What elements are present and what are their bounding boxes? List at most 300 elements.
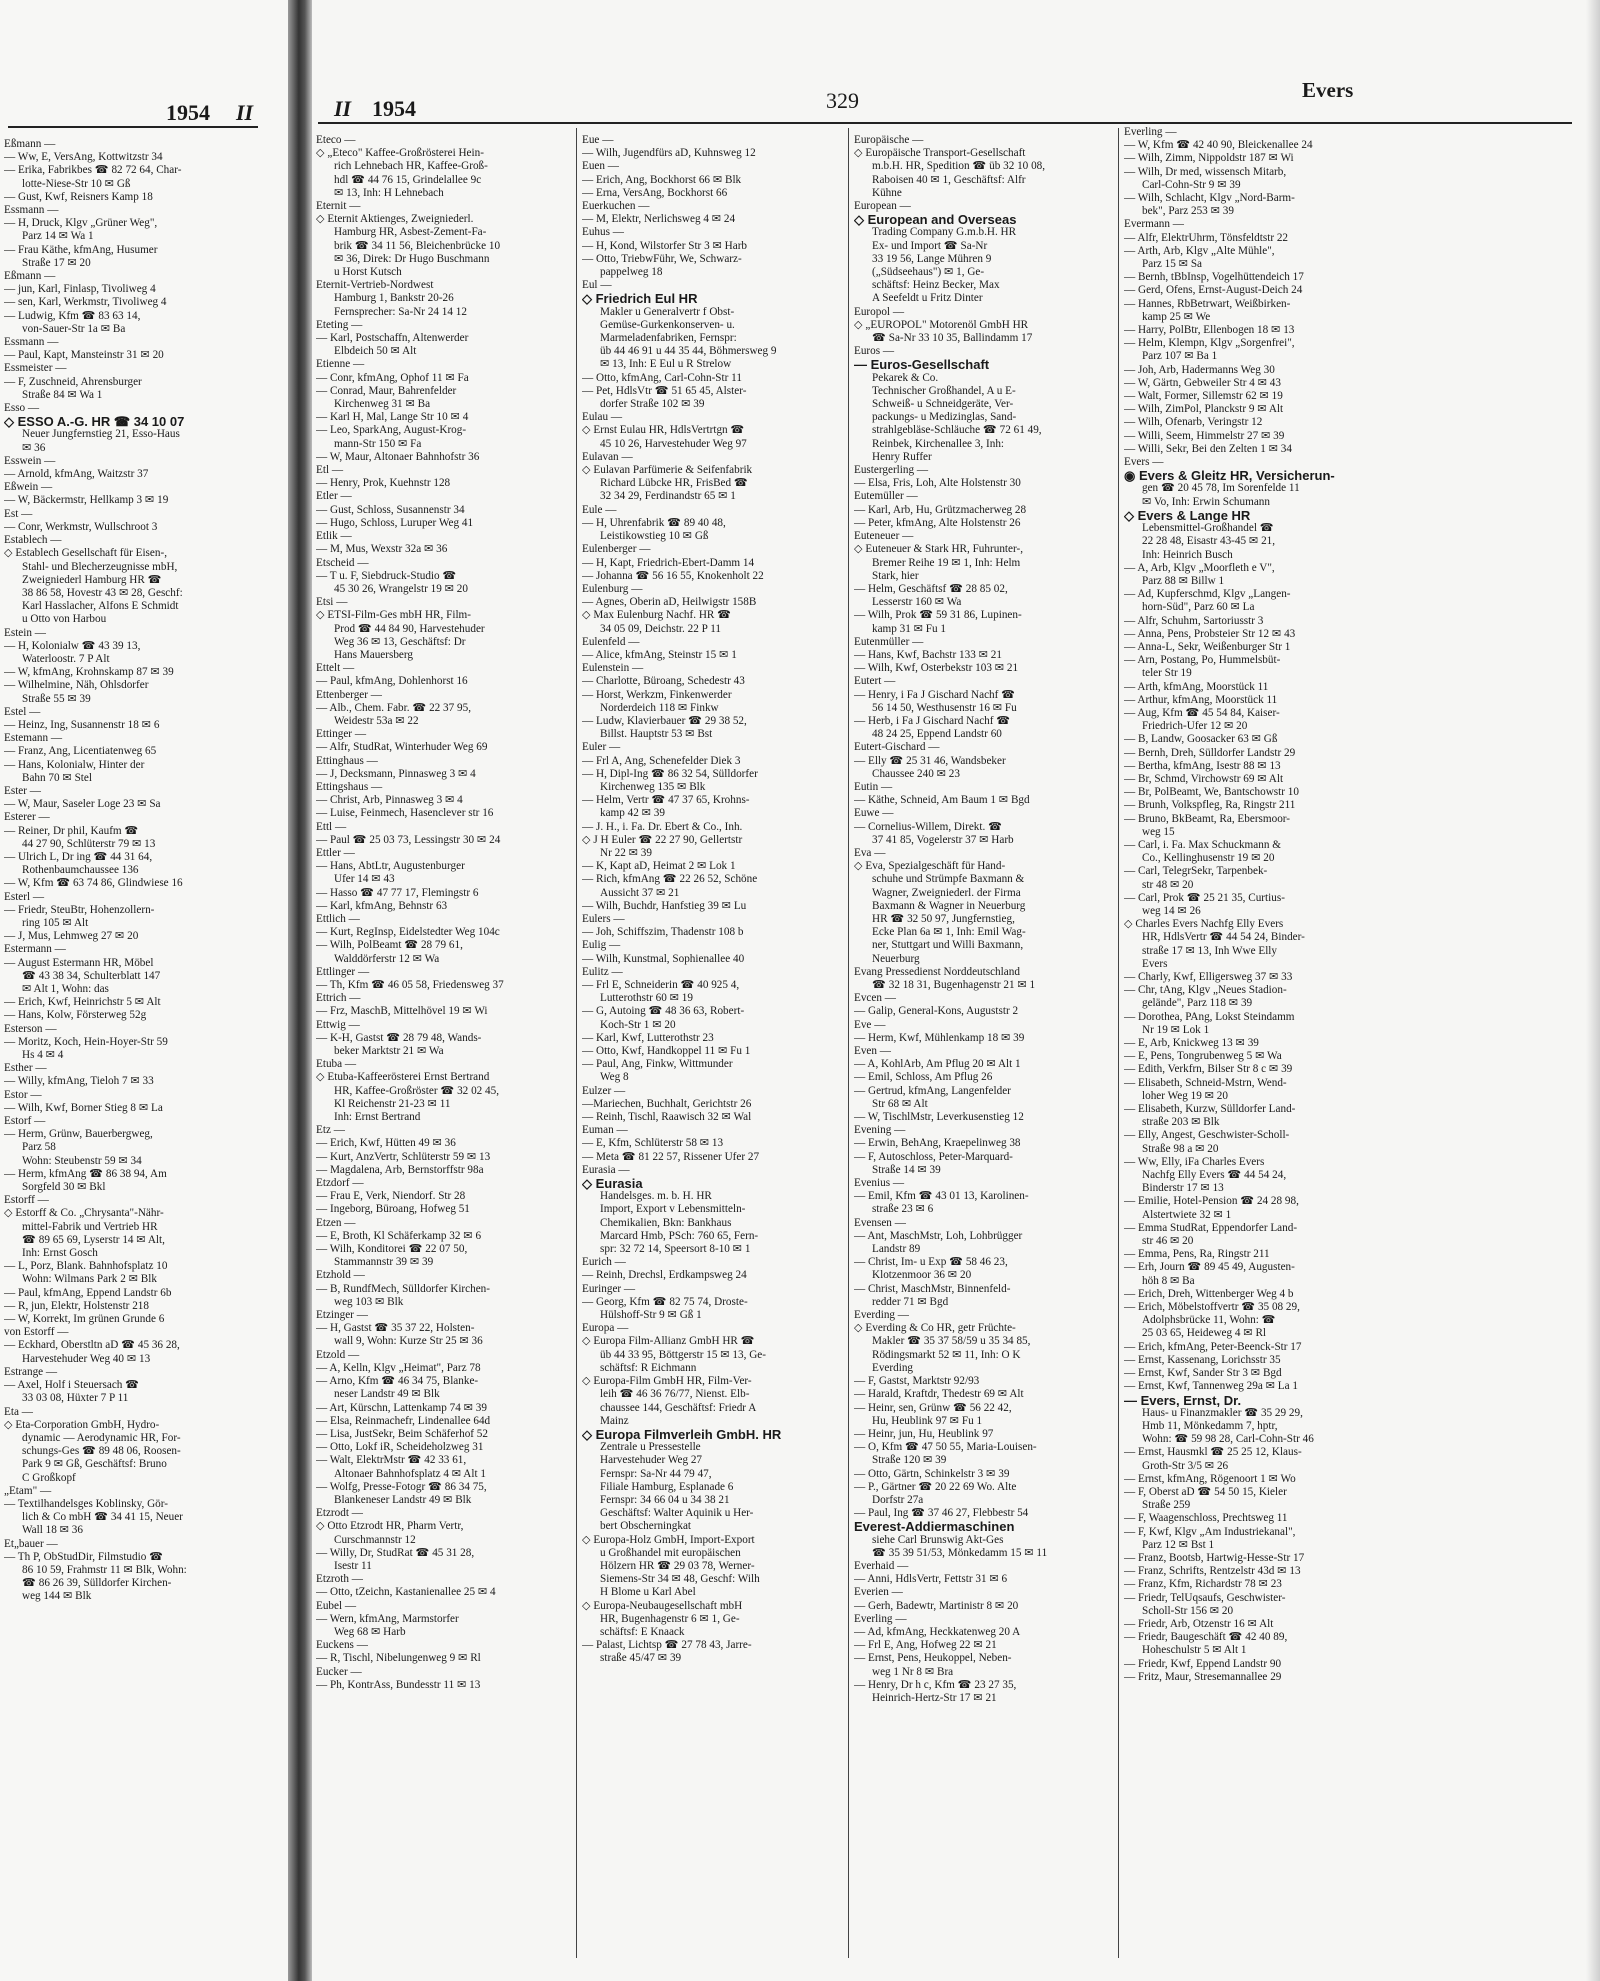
directory-entry-line: Ettinger — [316,728,367,741]
directory-entry-line: — Aug, Kfm ☎ 45 54 84, Kaiser- [1124,706,1280,719]
directory-entry-line: spr: 32 72 14, Speersort 8-10 ✉ 1 [600,1243,751,1256]
directory-entry-line: — Wilh, Dr med, wissensch Mitarb, [1124,165,1287,178]
directory-entry-line: Eutert-Gischard — [854,741,940,754]
directory-entry-line: loher Weg 19 ✉ 20 [1142,1089,1228,1102]
directory-entry-line: — Wilh, Schlacht, Klgv „Nord-Barm- [1124,192,1295,205]
directory-entry-line: — Cornelius-Willem, Direkt. ☎ [854,820,1003,833]
directory-entry-line: Haus- u Finanzmakler ☎ 35 29 29, [1142,1406,1303,1419]
directory-entry-line: — J, Decksmann, Pinnasweg 3 ✉ 4 [316,767,476,780]
directory-entry-line: —Mariechen, Buchhalt, Gerichtstr 26 [582,1097,752,1110]
directory-entry-line: Alstertwiete 32 ✉ 1 [1142,1208,1232,1221]
directory-entry-line: Weg 8 [600,1071,629,1084]
directory-entry-line: — Th P, ObStudDir, Filmstudio ☎ [4,1550,164,1563]
directory-entry-line: — Elsa, Fris, Loh, Alte Holstenstr 30 [854,477,1021,490]
directory-entry-line: Estrange — [4,1365,58,1378]
directory-entry-line: Euerkuchen — [582,200,650,213]
directory-entry-line: Filiale Hamburg, Esplanade 6 [600,1480,734,1493]
directory-entry-line: Everling — [1124,126,1177,138]
directory-entry-line: — Bertha, kfmAng, Isestr 88 ✉ 13 [1124,759,1281,772]
directory-entry-line: Parz 12 ✉ Bst 1 [1142,1538,1215,1551]
directory-entry-line: ◇ European and Overseas [854,213,1017,227]
directory-entry-line: „Etam" — [4,1484,52,1497]
directory-entry-line: Eule — [582,503,617,516]
directory-entry-line: üb 44 46 91 u 44 35 44, Böhmersweg 9 [600,345,777,358]
directory-entry-line: — Ernst, kfmAng, Rögenoort 1 ✉ Wo [1124,1472,1296,1485]
book-gutter [288,0,312,1981]
directory-entry-line: ◇ Establech Gesellschaft für Eisen-, [4,547,167,560]
directory-entry-line: — Georg, Kfm ☎ 82 75 74, Droste- [582,1295,748,1308]
directory-entry-line: pappelweg 18 [600,266,663,279]
directory-entry-line: — Fritz, Maur, Stresemannallee 29 [1124,1670,1282,1683]
directory-entry-line: — Henry, Dr h c, Kfm ☎ 23 27 35, [854,1678,1017,1691]
directory-entry-line: ◇ Max Eulenburg Nachf. HR ☎ [582,609,732,622]
directory-entry-line: straße 203 ✉ Blk [1142,1116,1220,1129]
directory-entry-line: Eutemüller — [854,490,918,503]
directory-entry-line: — Wilh, Kunstmal, Sophienallee 40 [582,952,745,965]
directory-entry-line: — Art, Kürschn, Lattenkamp 74 ✉ 39 [316,1401,487,1414]
directory-entry-line: — F, Autoschloss, Peter-Marquard- [854,1150,1013,1163]
directory-entry-line: Scholl-Str 156 ✉ 20 [1142,1604,1234,1617]
directory-entry-line: Geschäftsf: Walter Aquinik u Her- [600,1507,754,1520]
directory-entry-line: Straße 98 a ✉ 20 [1142,1142,1219,1155]
directory-entry-line: Bahn 70 ✉ Stel [22,771,92,784]
directory-entry-line: — Emilie, Hotel-Pension ☎ 24 28 98, [1124,1195,1299,1208]
directory-entry-line: Fernsprecher: Sa-Nr 24 14 12 [334,305,467,318]
directory-entry-line: — Charly, Kwf, Elligersweg 37 ✉ 33 [1124,971,1293,983]
directory-entry-line: Kirchenweg 31 ✉ Ba [334,398,431,411]
directory-entry-line: — Christ, Arb, Pinnasweg 3 ✉ 4 [316,794,463,807]
directory-entry-line: Straße 259 [1142,1499,1191,1512]
directory-entry-line: Esterl — [4,890,45,903]
directory-entry-line: — Erich, Ang, Bockhorst 66 ✉ Blk [582,173,742,186]
directory-entry-line: Ettingshaus — [316,780,383,793]
directory-entry-line: Ex- und Import ☎ Sa-Nr [872,239,988,252]
directory-entry-line: — Arno, Kfm ☎ 46 34 75, Blanke- [316,1375,479,1388]
directory-entry-line: Evening — [854,1124,906,1137]
directory-entry-line: 38 86 58, Hovestr 43 ✉ 28, Geschf: [22,586,183,599]
directory-entry-line: ☎ 86 26 39, Sülldorfer Kirchen- [22,1577,172,1590]
directory-entry-line: — Ulrich L, Dr ing ☎ 44 31 64, [4,850,153,863]
directory-entry-line: ◇ Eta-Corporation GmbH, Hydro- [4,1418,160,1431]
directory-entry-line: Henry Ruffer [872,450,932,463]
directory-entry-line: Wohn: ☎ 59 98 28, Carl-Cohn-Str 46 [1142,1433,1314,1446]
directory-entry-line: — Helm, Vertr ☎ 47 37 65, Krohns- [582,794,750,807]
directory-entry-line: — Emma, Pens, Ra, Ringstr 211 [1124,1248,1270,1261]
directory-entry-line: — Herb, i Fa J Gischard Nachf ☎ [854,714,1011,727]
directory-entry-line: Euckens — [316,1639,368,1652]
directory-entry-line: str 48 ✉ 20 [1142,878,1194,891]
directory-entry-line: 34 05 09, Deichstr. 22 P 11 [600,622,721,635]
directory-entry-line: Europäische — [854,134,924,146]
directory-entry-line: Etlik — [316,530,352,543]
directory-entry-line: Ettenberger — [316,688,382,701]
directory-entry-line: Ufer 14 ✉ 43 [334,873,395,886]
directory-entry-line: straße 45/47 ✉ 39 [600,1652,682,1665]
directory-entry-line: Lesserstr 160 ✉ Wa [872,596,962,609]
directory-entry-line: Euros — [854,345,895,358]
directory-entry-line: schäftsf: R Eichmann [600,1361,697,1374]
directory-entry-line: Ester — [4,784,41,797]
directory-entry-line: Eta — [4,1405,33,1418]
directory-entry-line: — Franz, Kfm, Richardstr 78 ✉ 23 [1124,1578,1282,1591]
directory-entry-line: Kl Reichenstr 21-23 ✉ 11 [334,1097,451,1110]
directory-entry-line: ◇ Eulavan Parfümerie & Seifenfabrik [582,464,753,477]
directory-entry-line: Fernspr: Sa-Nr 44 79 47, [600,1467,712,1480]
directory-entry-line: — A, KohlArb, Am Pflug 20 ✉ Alt 1 [854,1058,1021,1071]
directory-entry-line: — Ww, E, VersAng, Kottwitzstr 34 [4,151,163,164]
directory-entry-line: ◇ Everding & Co HR, getr Früchte- [854,1322,1016,1335]
directory-entry-line: — Otto, TriebwFühr, We, Schwarz- [582,252,742,265]
directory-entry-line: — Hannes, RbBetrwart, Weißbirken- [1124,297,1291,310]
left-page-column [4,138,266,1958]
directory-entry-line: Elbdeich 50 ✉ Alt [334,345,417,358]
directory-entry-line: Dorfstr 27a [872,1493,924,1506]
directory-entry-line: höh 8 ✉ Ba [1142,1274,1195,1287]
directory-entry-line: Eulig — [582,939,621,952]
directory-entry-line: kamp 25 ✉ We [1142,310,1211,323]
directory-entry-line: 45 30 26, Wrangelstr 19 ✉ 20 [334,582,468,595]
directory-entry-line: Etsi — [316,596,348,609]
directory-entry-line: beker Marktstr 21 ✉ Wa [334,1045,444,1058]
directory-entry-line: Eßmann — [4,138,56,150]
directory-entry-line: weg 1 Nr 8 ✉ Bra [872,1665,954,1678]
directory-entry-line: Evers [1142,957,1168,970]
directory-entry-line: — E, Pens, Tongrubenweg 5 ✉ Wa [1124,1050,1282,1063]
directory-entry-line: Even — [854,1045,891,1058]
directory-entry-line: — Walt, Former, Sillemstr 62 ✉ 19 [1124,390,1283,403]
directory-entry-line: Eustergerling — [854,464,929,477]
directory-entry-line: — Galip, General-Kons, Auguststr 2 [854,1005,1019,1018]
directory-entry-line: — P., Gärtner ☎ 20 22 69 Wo. Alte [854,1480,1017,1493]
directory-entry-line: — Wilh, PolBeamt ☎ 28 79 61, [316,939,463,952]
directory-entry-line: 48 24 25, Eppend Landstr 60 [872,728,1002,741]
directory-entry-line: — Henry, i Fa J Gischard Nachf ☎ [854,688,1016,701]
directory-entry-line: Establech — [4,534,62,547]
directory-entry-line: Estel — [4,705,41,718]
directory-entry-line: — Hans, AbtLtr, Augustenburger [316,860,465,873]
directory-entry-line: Eulitz — [582,965,623,978]
directory-entry-line: — Wilh, Buchdr, Hanfstieg 39 ✉ Lu [582,899,747,912]
directory-entry-line: Eurasia — [582,1163,630,1176]
directory-entry-line: — Gertrud, kfmAng, Langenfelder [854,1084,1011,1097]
directory-entry-line: — Paul, kfmAng, Dohlenhorst 16 [316,675,468,688]
directory-entry-line: ◇ Estorff & Co. „Chrysanta"-Nähr- [4,1207,164,1220]
directory-entry-line: — Alice, kfmAng, Steinstr 15 ✉ 1 [582,648,737,661]
directory-entry-line: — Arthur, kfmAng, Moorstück 11 [1124,693,1278,706]
directory-entry-line: — Anna, Pens, Probsteier Str 12 ✉ 43 [1124,627,1296,640]
directory-entry-line: — Conr, kfmAng, Ophof 11 ✉ Fa [316,371,469,384]
directory-entry-line: — W, Gärtn, Gebweiler Str 4 ✉ 43 [1124,376,1281,389]
directory-entry-line: — Arnold, kfmAng, Waitzstr 37 [4,468,149,481]
directory-entry-line: — E, Kfm, Schlüterstr 58 ✉ 13 [582,1137,724,1150]
left-header-volume: II [236,100,254,125]
directory-entry-line: 56 14 50, Westhusenstr 16 ✉ Fu [872,701,1017,714]
directory-entry-line: Estemann — [4,732,63,745]
directory-entry-line: — Willi, Seem, Himmelstr 27 ✉ 39 [1124,429,1285,442]
directory-entry-line: Evermann — [1124,218,1184,231]
directory-entry-line: HR, Kaffee-Großröster ☎ 32 02 45, [334,1084,500,1097]
directory-entry-line: Pekarek & Co. [872,371,939,384]
directory-entry-line: ✉ 13, Inh: E Eul u R Strelow [600,358,732,371]
directory-entry-line: H Blome u Karl Abel [600,1586,696,1599]
directory-entry-line: — Kurt, RegInsp, Eidelstedter Weg 104c [316,926,500,939]
directory-entry-line: — Lisa, JustSekr, Beim Schäferhof 52 [316,1427,488,1440]
directory-entry-line: Esso — [4,402,40,415]
directory-entry-line: strahlgebläse-Schläuche ☎ 72 61 49, [872,424,1042,437]
directory-entry-line: — Frz, MaschB, Mittelhövel 19 ✉ Wi [316,1005,488,1018]
directory-entry-line: HR, Bugenhagenstr 6 ✉ 1, Ge- [600,1612,740,1625]
column-rule [848,128,849,1958]
directory-entry-line: Gemüse-Gurkenkonserven- u. [600,318,735,331]
directory-entry-line: Etzhold — [316,1269,365,1282]
directory-entry-line: HR ☎ 32 50 97, Jungfernstieg, [872,912,1015,925]
directory-entry-line: Parz 58 [22,1141,56,1154]
directory-entry-line: Kühne [872,186,902,199]
directory-entry-line: 86 10 59, Frahmstr 11 ✉ Blk, Wohn: [22,1563,187,1576]
directory-entry-line: — Elsa, Reinmachefr, Lindenallee 64d [316,1414,491,1427]
directory-entry-line: Baxmann & Wagner in Neuerburg [872,899,1026,912]
directory-entry-line: gelände", Parz 118 ✉ 39 [1142,997,1253,1010]
directory-entry-line: Eva — [854,846,886,859]
right-page [312,0,1600,1981]
directory-entry-line: Rothenbaumchaussee 136 [22,864,139,877]
directory-entry-line: — Franz, Schrifts, Rentzelstr 43d ✉ 13 [1124,1565,1301,1578]
directory-entry-line: ✉ 13, Inh: H Lehnebach [334,186,444,199]
left-page [0,0,288,1981]
directory-entry-line: Weg 36 ✉ 13, Geschäftsf: Dr [334,635,466,648]
directory-entry-line: Fernspr: 34 66 04 u 34 38 21 [600,1493,730,1506]
directory-entry-line: ◇ Ernst Eulau HR, HdlsVertrtgn ☎ [582,424,745,437]
directory-entry-line: Eulau — [582,411,623,424]
directory-entry-line: Straße 17 ✉ 20 [22,256,91,269]
directory-entry-line: — Arn, Postang, Po, Hummelsbüt- [1124,654,1281,667]
directory-entry-line: — H, Druck, Klgv „Grüner Weg", [4,217,158,230]
directory-entry-line: Altonaer Bahnhofsplatz 4 ✉ Alt 1 [334,1467,486,1480]
directory-entry-line: — Heinr, jun, Hu, Heublink 97 [854,1427,994,1440]
directory-entry-line: — Arth, kfmAng, Moorstück 11 [1124,680,1269,693]
directory-entry-line: Wohn: Wilmans Park 2 ✉ Blk [22,1273,157,1286]
directory-entry-line: — Christ, Im- u Exp ☎ 58 46 23, [854,1256,1008,1269]
directory-entry-line: Eutin — [854,780,893,793]
directory-entry-line: — Wolfg, Presse-Fotogr ☎ 86 34 75, [316,1480,487,1493]
directory-entry-line: — Wilh, Jugendfürs aD, Kuhnsweg 12 [582,147,756,160]
directory-entry-line: Stark, hier [872,569,919,582]
directory-entry-line: — Helm, Klempn, Klgv „Sorgenfrei", [1124,337,1295,350]
directory-entry-line: Zentrale u Pressestelle [600,1441,701,1454]
directory-entry-line: — Ingeborg, Büroang, Hofweg 51 [316,1203,470,1216]
directory-entry-line: ✉ Vo, Inh: Erwin Schumann [1142,495,1270,508]
directory-entry-line: Everhaid — [854,1559,909,1572]
directory-entry-line: Billst. Hauptstr 53 ✉ Bst [600,728,713,741]
directory-entry-line: — Rich, kfmAng ☎ 22 26 52, Schöne [582,873,758,886]
directory-entry-line: ◇ Europa Filmverleih GmbH. HR [582,1427,782,1442]
directory-entry-line: — H, Gastst ☎ 35 37 22, Holsten- [316,1322,475,1335]
directory-entry-line: Straße 14 ✉ 39 [872,1163,941,1176]
directory-entry-line: ◇ Friedrich Eul HR [582,292,698,306]
directory-entry-line: — Erwin, BehAng, Kraepelinweg 38 [854,1137,1021,1150]
directory-entry-line: Lutterothstr 60 ✉ 19 [600,992,693,1005]
directory-entry-line: — F, Gastst, Marktstr 92/93 [854,1375,980,1388]
directory-entry-line: Sorgfeld 30 ✉ Bkl [22,1181,106,1194]
directory-entry-line: — M, Mus, Wexstr 32a ✉ 36 [316,543,448,556]
directory-entry-line: — Erna, VersAng, Bockhorst 66 [582,186,728,199]
directory-entry-line: Esswein — [4,454,56,467]
directory-entry-line: — Conr, Werkmstr, Wullschroot 3 [4,520,158,533]
directory-entry-line: Straße 84 ✉ Wa 1 [22,388,103,401]
directory-entry-line: Binderstr 17 ✉ 13 [1142,1182,1224,1195]
directory-entry-line: ◉ Evers & Gleitz HR, Versicherun- [1124,469,1335,483]
directory-entry-line: — Th, Kfm ☎ 46 05 58, Friedensweg 37 [316,979,504,991]
directory-entry-line: — K, Kapt aD, Heimat 2 ✉ Lok 1 [582,860,736,873]
directory-entry-line: — Hasso ☎ 47 77 17, Flemingstr 6 [316,886,479,899]
right-column-3 [854,134,1114,1964]
directory-entry-line: lotte-Niese-Str 10 ✉ Gß [22,177,131,190]
directory-entry-line: Karl Hasslacher, Alfons E Schmidt [22,600,179,613]
directory-entry-line: — Brunh, Volkspfleg, Ra, Ringstr 211 [1124,799,1296,812]
directory-entry-line: Harvestehuder Weg 27 [600,1454,703,1467]
directory-entry-line: Etzroth — [316,1573,363,1586]
directory-entry-line: — T u. F, Siebdruck-Studio ☎ [316,569,457,582]
directory-entry-line: — Willy, kfmAng, Tieloh 7 ✉ 33 [4,1075,154,1088]
directory-entry-line: — Elly ☎ 25 31 46, Wandsbeker [854,754,1006,767]
directory-entry-line: straße 17 ✉ 13, Inh Wwe Elly [1142,944,1277,957]
directory-entry-line: — Paul, Kapt, Mansteinstr 31 ✉ 20 [4,349,164,362]
directory-entry-line: — Otto, Gärtn, Schinkelstr 3 ✉ 39 [854,1467,1010,1480]
directory-entry-line: u Otto von Harbou [22,613,107,626]
directory-entry-line: — Luise, Feinmech, Hasenclever str 16 [316,807,494,820]
directory-entry-line: — Frau E, Verk, Niendorf. Str 28 [316,1190,466,1203]
directory-entry-line: — jun, Karl, Finlasp, Tivoliweg 4 [4,283,156,296]
directory-entry-line: Hölzern HR ☎ 29 03 78, Werner- [600,1559,755,1572]
directory-entry-line: Groth-Str 3/5 ✉ 26 [1142,1459,1229,1472]
directory-entry-line: Estermann — [4,943,66,956]
directory-entry-line: Essmeister — [4,362,67,375]
right-column-4 [1124,126,1386,1966]
directory-entry-line: Evenius — [854,1177,905,1190]
directory-entry-line: Park 9 ✉ Gß, Geschäftsf: Bruno [22,1458,167,1471]
directory-entry-line: Estorf — [4,1115,46,1128]
page-number: 329 [826,88,859,113]
directory-entry-line: redder 71 ✉ Bgd [872,1295,949,1308]
directory-entry-line: — H, Kond, Wilstorfer Str 3 ✉ Harb [582,239,748,252]
directory-entry-line: Hans Mauersberg [334,648,414,661]
directory-entry-line: — Franz, Bootsb, Hartwig-Hesse-Str 17 [1124,1551,1305,1564]
directory-entry-line: Klotzenmoor 36 ✉ 20 [872,1269,972,1282]
directory-entry-line: — Moritz, Koch, Hein-Hoyer-Str 59 [4,1035,168,1048]
directory-entry-line: kamp 31 ✉ Fu 1 [872,622,947,635]
directory-entry-line: Etscheid — [316,556,369,569]
directory-entry-line: — Anni, HdlsVertr, Fettstr 31 ✉ 6 [854,1573,1008,1586]
directory-entry-line: von Estorff — [4,1326,69,1339]
directory-entry-line: 25 03 65, Heideweg 4 ✉ Rl [1142,1327,1267,1340]
directory-entry-line: Eubel — [316,1599,357,1612]
directory-entry-line: Etzdorf — [316,1177,364,1190]
directory-entry-line: — Conrad, Maur, Bahrenfelder [316,384,457,397]
directory-entry-line: Everding [872,1361,914,1374]
directory-entry-line: Wagner, Zweigniederl. der Firma [872,886,1021,899]
directory-entry-line: — Gust, Kwf, Reisners Kamp 18 [4,190,153,203]
directory-entry-line: — Karl H, Mal, Lange Str 10 ✉ 4 [316,411,469,424]
directory-entry-line: — Frau Käthe, kfmAng, Husumer [4,243,158,256]
directory-entry-line: Zweigniederl Hamburg HR ☎ [22,573,162,586]
directory-entry-line: Evers — [1124,456,1164,469]
directory-entry-line: Schweiß- u Schneidgeräte, Ver- [872,398,1014,411]
directory-entry-line: — R, Tischl, Nibelungenweg 9 ✉ Rl [316,1652,481,1665]
directory-entry-line: Eulenfeld — [582,635,640,648]
directory-entry-line: — Otto, kfmAng, Carl-Cohn-Str 11 [582,371,742,384]
right-header-rule [318,122,1572,124]
directory-entry-line: — Emil, Schloss, Am Pflug 26 [854,1071,993,1084]
directory-entry-line: Stahl- und Blecherzeugnisse mbH, [22,560,178,573]
directory-entry-line: — K-H, Gastst ☎ 28 79 48, Wands- [316,1031,482,1044]
directory-entry-line: — Alfr, ElektrUhrm, Tönsfeldtstr 22 [1124,231,1289,244]
directory-entry-line: — Reinh, Drechsl, Erdkampsweg 24 [582,1269,747,1282]
directory-entry-line: — Heinr, sen, Grünw ☎ 56 22 42, [854,1401,1012,1414]
directory-entry-line: ◇ Europa Film-Allianz GmbH HR ☎ [582,1335,755,1348]
directory-entry-line: Essmann — [4,336,59,349]
directory-entry-line: Leistikowstieg 10 ✉ Gß [600,530,709,543]
directory-entry-line: Stammannstr 39 ✉ 39 [334,1256,434,1269]
directory-entry-line: ◇ J H Euler ☎ 22 27 90, Gellertstr [582,833,743,846]
directory-entry-line: Ecke Plan 6a ✉ 1, Inh: Emil Wag- [872,926,1026,939]
directory-entry-line: Etzen — [316,1216,356,1229]
directory-entry-line: — Harry, PolBtr, Ellenbogen 18 ✉ 13 [1124,324,1295,337]
directory-entry-line: ◇ „EUROPOL" Motorenöl GmbH HR [854,318,1029,331]
directory-entry-line: — Axel, Holf i Steuersach ☎ [4,1379,140,1392]
directory-entry-line: ✉ 36, Direk: Dr Hugo Buschmann [334,252,490,265]
directory-entry-line: weg 103 ✉ Blk [334,1295,404,1308]
directory-entry-line: Est — [4,507,33,520]
directory-entry-line: üb 44 33 95, Böttgerstr 15 ✉ 13, Ge- [600,1348,766,1361]
directory-entry-line: Eulenstein — [582,662,644,675]
directory-entry-line: Euler — [582,741,621,754]
right-header-volume: II [334,96,352,121]
directory-entry-line: ☎ 32 18 31, Bugenhagenstr 21 ✉ 1 [872,979,1036,991]
directory-entry-line: — E, Broth, Kl Schäferkamp 32 ✉ 6 [316,1229,482,1242]
directory-entry-line: Nr 19 ✉ Lok 1 [1142,1023,1210,1036]
directory-entry-line: Str 68 ✉ Alt [872,1097,928,1110]
directory-entry-line: — Wilh, Ofenarb, Veringstr 12 [1124,416,1263,429]
column-rule [1118,128,1119,1958]
directory-entry-line: 33 03 08, Hüxter 7 P 11 [22,1392,129,1405]
directory-entry-line: — W, Maur, Saseler Loge 23 ✉ Sa [4,798,161,811]
directory-entry-line: — Euros-Gesellschaft [854,358,990,372]
directory-entry-line: — A, Arb, Klgv „Moorfleth e V", [1124,561,1275,574]
directory-entry-line: Norderdeich 118 ✉ Finkw [600,701,719,714]
directory-entry-line: bert Obscherningkat [600,1520,692,1533]
directory-entry-line: — Karl, Arb, Hu, Grützmacherweg 28 [854,503,1027,516]
directory-entry-line: kamp 42 ✉ 39 [600,807,665,820]
directory-entry-line: — H, Uhrenfabrik ☎ 89 40 48, [582,516,726,529]
directory-entry-line: Neuerburg [872,952,920,965]
directory-entry-line: ◇ Etuba-Kaffeerösterei Ernst Bertrand [316,1071,490,1084]
directory-entry-line: Harvestehuder Weg 40 ✉ 13 [22,1352,151,1365]
directory-entry-line: Marmeladenfabriken, Fernspr: [600,332,737,345]
directory-entry-line: horn-Süd", Parz 60 ✉ La [1142,601,1255,614]
directory-entry-line: Koch-Str 1 ✉ 20 [600,1018,676,1031]
directory-entry-line: dorfer Straße 102 ✉ 39 [600,398,705,411]
directory-entry-line: Neuer Jungfernstieg 21, Esso-Haus [22,428,180,441]
directory-entry-line: 33 19 56, Lange Mühren 9 [872,252,992,265]
directory-entry-line: — Eckhard, Oberstltn aD ☎ 45 36 28, [4,1339,180,1352]
directory-entry-line: — Hans, Kolw, Försterweg 52g [4,1009,147,1022]
directory-entry-line: — Henry, Prok, Kuehnstr 128 [316,477,451,490]
running-head: Evers [1302,78,1354,102]
directory-entry-line: ◇ Europa-Neubaugesellschaft mbH [582,1599,743,1612]
directory-entry-line: ◇ Eva, Spezialgeschäft für Hand- [854,860,1006,873]
directory-entry-line: — Erika, Fabrikbes ☎ 82 72 64, Char- [4,164,182,177]
directory-entry-line: Richard Lübcke HR, FrisBed ☎ [600,477,748,490]
